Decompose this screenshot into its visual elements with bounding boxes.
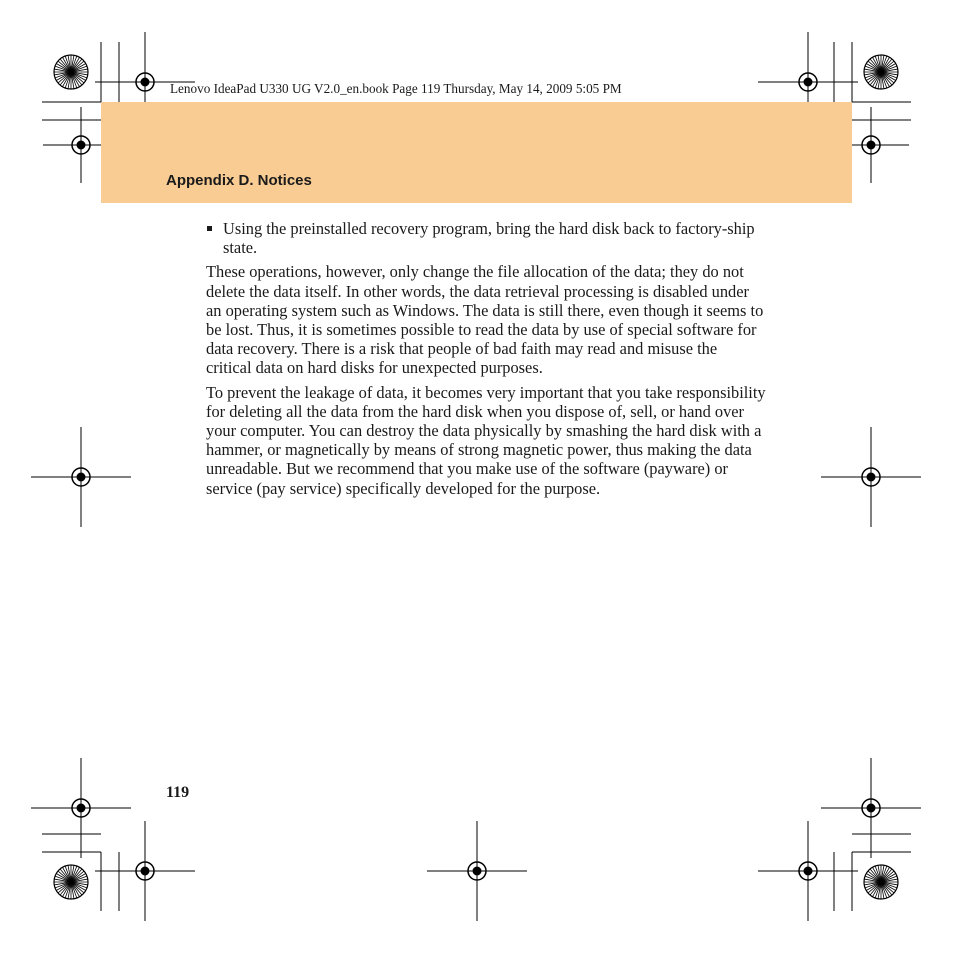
paragraph-file-allocation: These operations, however, only change the file allocation of the data; they do not delete the data itself. In other words, the data retrieval processing is disabled under an operating system such as Windows. The data is still there, even though it seems to be lost. Thus, it is sometimes possible to read the data by use of special software for data recovery. There is a risk that people of bad faith may read and misuse the critical data on hard disks for unexpected purposes. — [206, 262, 764, 378]
page-number: 119 — [166, 784, 190, 801]
bullet-text: Using the preinstalled recovery program, bring the hard disk back to factory-ship state. — [223, 219, 755, 258]
registration-mark-icon — [821, 758, 921, 858]
section-title: Appendix D. Notices — [166, 172, 312, 189]
starburst-mark-icon — [864, 55, 898, 89]
print-info-line: Lenovo IdeaPad U330 UG V2.0_en.book Page 119 Thursday, May 14, 2009 5:05 PM — [170, 81, 622, 96]
body-text — [206, 219, 766, 503]
registration-mark-icon — [821, 427, 921, 527]
registration-mark-icon — [427, 821, 527, 921]
starburst-mark-icon — [54, 865, 88, 899]
paragraph-prevent-leakage: To prevent the leakage of data, it becomes very important that you take responsibility for deleting all the data from the hard disk when you dispose of, sell, or hand over your computer. You can destroy the data physically by smashing the hard disk with a hammer, or magnetically by means of strong magnetic power, thus making the data unreadable. But we recommend that you make use of the software (payware) or service (pay service) specifically developed for the purpose. — [206, 382, 766, 498]
registration-mark-icon — [31, 758, 131, 858]
registration-mark-icon — [758, 821, 858, 921]
square-bullet-icon — [207, 226, 212, 231]
registration-mark-icon — [95, 821, 195, 921]
starburst-mark-icon — [864, 865, 898, 899]
registration-mark-icon — [31, 427, 131, 527]
bullet-item — [206, 219, 766, 257]
starburst-mark-icon — [54, 55, 88, 89]
